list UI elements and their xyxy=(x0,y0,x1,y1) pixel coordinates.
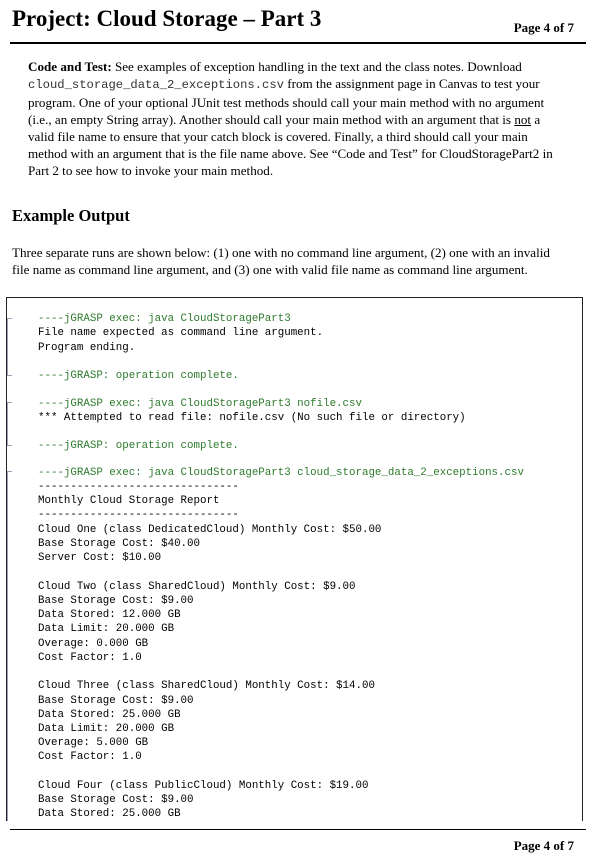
cloud-3-line-2: Base Storage Cost: $9.00 xyxy=(38,695,194,707)
run-2-complete-line: ----jGRASP: operation complete. xyxy=(38,440,239,452)
console-output-box xyxy=(6,297,583,821)
run-1-output-line-2: Program ending. xyxy=(38,342,136,354)
cloud-3-line-4: Data Limit: 20.000 GB xyxy=(38,723,175,735)
cloud-3-line-3: Data Stored: 25.000 GB xyxy=(38,709,181,721)
run-2-exec-line: ----jGRASP exec: java CloudStoragePart3 nofile.csv xyxy=(38,398,362,410)
cloud-2-line-1: Cloud Two (class SharedCloud) Monthly Cost: $9.00 xyxy=(38,581,356,593)
cloud-2-line-4: Data Limit: 20.000 GB xyxy=(38,623,175,635)
code-and-test-text-3: a valid file name to ensure that your catch block is covered. Finally, a third should call your main method with an argument that is the file name above. See “Code and Test” for CloudStoragePart2 in Part 2 to see how to invoke your main method. xyxy=(28,112,553,178)
run-3-bracket xyxy=(7,471,12,821)
cloud-1-line-3: Server Cost: $10.00 xyxy=(38,552,162,564)
code-and-test-paragraph xyxy=(28,58,568,179)
page-number-footer: Page 4 of 7 xyxy=(513,838,574,853)
run-1-exec-line: ----jGRASP exec: java CloudStoragePart3 xyxy=(38,313,291,325)
cloud-1-line-1: Cloud One (class DedicatedCloud) Monthly Cost: $50.00 xyxy=(38,524,382,536)
cloud-2-line-5: Overage: 0.000 GB xyxy=(38,638,149,650)
example-output-heading: Example Output xyxy=(12,206,130,225)
page-header xyxy=(10,0,586,44)
footer-rule xyxy=(10,829,586,830)
cloud-3-line-1: Cloud Three (class SharedCloud) Monthly Cost: $14.00 xyxy=(38,680,375,692)
report-title: Monthly Cloud Storage Report xyxy=(38,495,220,507)
cloud-4-line-3: Data Stored: 25.000 GB xyxy=(38,808,181,820)
cloud-4-line-2: Base Storage Cost: $9.00 xyxy=(38,794,194,806)
run-1-complete-line: ----jGRASP: operation complete. xyxy=(38,370,239,382)
run-1-output-line-1: File name expected as command line argument. xyxy=(38,327,324,339)
example-output-intro: Three separate runs are shown below: (1) one with no command line argument, (2) one with an invalid file name as command line argument, and (3) one with valid file name as command line argument. xyxy=(12,245,550,277)
cloud-1-line-2: Base Storage Cost: $40.00 xyxy=(38,538,200,550)
cloud-2-line-6: Cost Factor: 1.0 xyxy=(38,652,142,664)
document-title: Project: Cloud Storage – Part 3 xyxy=(12,6,322,31)
run-2-bracket xyxy=(7,402,12,446)
run-1-bracket xyxy=(7,318,12,376)
cloud-4-line-1: Cloud Four (class PublicCloud) Monthly Cost: $19.00 xyxy=(38,780,369,792)
report-rule-bottom: ------------------------------- xyxy=(38,509,239,521)
underlined-not: not xyxy=(514,112,532,127)
cloud-3-line-5: Overage: 5.000 GB xyxy=(38,737,149,749)
code-and-test-heading: Code and Test: xyxy=(28,59,112,74)
code-and-test-text-1: See examples of exception handling in the text and the class notes. Download xyxy=(111,59,522,74)
code-and-test-text-2: from the assignment page in Canvas to test your program. One of your optional JUnit test methods should call your main method with no argument (i.e., an empty String array). Another should call your main method with an argument that is xyxy=(28,76,545,127)
cloud-2-line-3: Data Stored: 12.000 GB xyxy=(38,609,181,621)
report-rule-top: ------------------------------- xyxy=(38,481,239,493)
run-3-exec-line: ----jGRASP exec: java CloudStoragePart3 cloud_storage_data_2_exceptions.csv xyxy=(38,467,524,479)
cloud-2-line-2: Base Storage Cost: $9.00 xyxy=(38,595,194,607)
cloud-3-line-6: Cost Factor: 1.0 xyxy=(38,751,142,763)
run-2-output-line-1: *** Attempted to read file: nofile.csv (No such file or directory) xyxy=(38,412,466,424)
page-number-header: Page 4 of 7 xyxy=(513,20,574,35)
data-filename: cloud_storage_data_2_exceptions.csv xyxy=(28,78,284,92)
